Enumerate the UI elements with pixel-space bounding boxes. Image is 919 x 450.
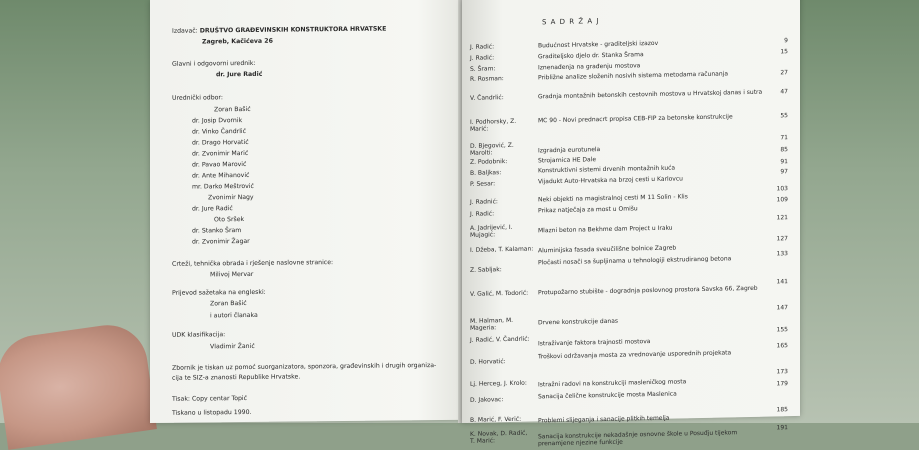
toc-author: K. Novak, D. Radić, T. Marić: (470, 429, 528, 445)
toc-page: 133 (776, 250, 788, 258)
toc-author: I. Džeba, T. Kalaman: (470, 245, 534, 254)
board-member: mr. Darko Meštrović (192, 182, 254, 191)
toc-page: 155 (776, 326, 788, 334)
board-member: dr. Stanko Šram (192, 227, 242, 235)
toc-title: Graditeljsko djelo dr. Stanka Šrama (538, 51, 644, 61)
toc-author: V. Galić, M. Todorić: (470, 289, 529, 298)
toc-title: Mlazni beton na Bekhme dam Project u Iraku (538, 224, 673, 235)
toc-author: Z. Sabljak: (470, 266, 502, 274)
toc-title: Izgradnja eurotunela (538, 146, 601, 155)
toc-title: MC 90 - Novi prednacrt propisa CEB-FIP za betonske konstrukcije (538, 113, 733, 125)
toc-title: Aluminijska fasada sveučilišne bolnice Zagreb (538, 244, 677, 255)
translation-person: i autori članaka (210, 311, 258, 320)
toc-author: I. Podhorsky, Z. Marić: (470, 117, 517, 133)
toc-title: Drvene konstrukcije danas (538, 317, 619, 327)
toc-author: P. Sesar: (470, 180, 496, 188)
toc-author: J. Radić: (470, 210, 495, 218)
translation-person: Zoran Bašić (210, 299, 247, 308)
toc-title: Istražni radovi na konstrukciji masleničkog mosta (538, 378, 687, 389)
toc-title: Približne analize složenih nosivih sistema metodama računanja (538, 70, 728, 82)
board-label: Urednički odbor: (172, 94, 223, 102)
toc-author: D. Jakovac: (470, 396, 504, 404)
publisher-line: Izdavač: DRUŠTVO GRAĐEVINSKIH KONSTRUKTORA HRVATSKE (172, 25, 387, 35)
toc-author: Lj. Herceg, J. Krolo: (470, 379, 527, 388)
toc-title: Sanacija konstrukcije nekadašnje osnovne škole u Posuđju tijekom prenamjene njezine funkcije (538, 429, 738, 448)
toc-title: Konstruktivni sistemi drvenih montažnih kuća (538, 164, 676, 175)
translation-label: Prijevod sažetaka na engleski: (172, 288, 266, 297)
chief-editor-label: Glavni i odgovorni urednik: (172, 59, 256, 68)
toc-page: 127 (776, 235, 788, 243)
board-member: dr. Jure Radić (192, 205, 233, 213)
toc-page: 147 (776, 304, 788, 312)
board-member: Zvonimir Nagy (208, 193, 254, 202)
toc-author: B. Baljkas: (470, 169, 502, 177)
toc-page: 55 (780, 112, 788, 120)
toc-page: 165 (776, 342, 788, 350)
toc-author: A. Jadrijević, I. Mujagić: (470, 223, 513, 239)
note-line: cija te SIZ-a znanosti Republike Hrvatske. (172, 373, 301, 382)
toc-page: 173 (776, 368, 788, 376)
toc-author: D. Bjegović, Z. Marolti: (470, 141, 514, 157)
board-member: dr. Zvonimir Marić (192, 149, 249, 158)
udk-person: Vladimir Žanić (210, 342, 255, 351)
toc-title: Troškovi održavanja mosta za vrednovanje usporednih projekata (538, 349, 732, 361)
toc-page: 97 (780, 168, 788, 176)
board-member: dr. Pavao Marović (192, 160, 247, 169)
board-member: dr. Josip Dvornik (192, 117, 243, 125)
toc-title: Budućnost Hrvatske - graditeljski izazov (538, 39, 659, 50)
toc-title: Problemi slijeganja i sanacije plitkih temelja (538, 414, 670, 425)
board-member: dr. Zvonimir Žagar (192, 237, 250, 246)
toc-page: 109 (776, 196, 788, 204)
toc-author: J. Radić, V. Čandrlić: (470, 335, 530, 344)
toc-author: D. Horvatić: (470, 358, 506, 366)
toc-page: 9 (784, 37, 788, 45)
toc-page: 15 (780, 48, 788, 56)
toc-page: 191 (776, 424, 788, 432)
toc-author: Z. Podobnik: (470, 158, 508, 166)
toc-title: Strojarnica HE Dale (538, 156, 597, 165)
board-member: Oto Sršek (214, 216, 245, 224)
print-date: Tiskano u listopadu 1990. (172, 408, 252, 417)
print-label: Tisak: Copy centar Topić (172, 394, 248, 403)
left-page (150, 0, 465, 423)
toc-title: Gradnja montažnih betonskih cestovnih mostova u Hrvatskoj danas i sutra (538, 88, 763, 101)
toc-title: Sanacija čelične konstrukcije mosta Maslenica (538, 390, 677, 401)
toc-author: R. Rosman: (470, 75, 504, 83)
toc-author: B. Marić, F. Verić: (470, 415, 522, 424)
chief-editor: dr. Jure Radić (216, 70, 263, 79)
toc-page: 47 (780, 88, 788, 96)
toc-author: S. Šram: (470, 65, 496, 73)
note-line: Zbornik je tiskan uz pomoć suorganizatora, sponzora, građevinskih i drugih organiza- (172, 362, 437, 372)
toc-page: 91 (780, 158, 788, 166)
board-member: dr. Vinko Čandrlić (192, 127, 247, 136)
toc-title: Pločasti nosači sa šupljinama u tehnologiji ekstrudiranog betona (538, 255, 732, 267)
toc-page: 71 (780, 134, 788, 142)
toc-author: J. Radnić: (470, 198, 498, 206)
toc-page: 27 (780, 69, 788, 77)
udk-label: UDK klasifikacija: (172, 331, 226, 339)
toc-page: 85 (780, 146, 788, 154)
drawing-label: Crteži, tehnička obrada i rješenje naslovne stranice: (172, 259, 334, 268)
right-page (462, 0, 800, 448)
toc-title: Vijadukt Auto-Hrvatska na brzoj cesti u Karlovcu (538, 175, 683, 186)
publisher-address: Zagreb, Kačićeva 26 (202, 37, 273, 46)
toc-author: J. Radić: (470, 54, 495, 62)
toc-page: 121 (776, 214, 788, 222)
board-member: dr. Ante Mihanović (192, 171, 250, 180)
toc-title: Neki objekti na magistralnoj cesti M 11 Solin - Klis (538, 193, 688, 204)
toc-author: J. Radić: (470, 43, 495, 51)
contents-heading: S A D R Ž A J (542, 17, 600, 27)
toc-author: V. Čandrlić: (470, 94, 504, 102)
toc-title: Iznenađenja na građenju mostova (538, 62, 641, 72)
toc-title: Protupožarno stubište - dogradnja poslovnog prostora Savska 66, Zagreb (538, 284, 758, 297)
toc-page: 141 (776, 278, 788, 286)
toc-page: 103 (776, 185, 788, 193)
toc-title: Prikaz natječaja za most u Omišu (538, 205, 638, 215)
toc-page: 179 (776, 380, 788, 388)
board-member: Zoran Bašić (214, 105, 251, 114)
toc-page: 185 (776, 406, 788, 414)
toc-author: M. Halman, M. Mageria: (470, 316, 514, 332)
drawing-person: Milivoj Mervar (210, 270, 254, 279)
toc-title: Istraživanje faktora trajnosti mostova (538, 338, 651, 348)
board-member: dr. Drago Horvatić (192, 138, 249, 147)
hand (0, 320, 157, 450)
